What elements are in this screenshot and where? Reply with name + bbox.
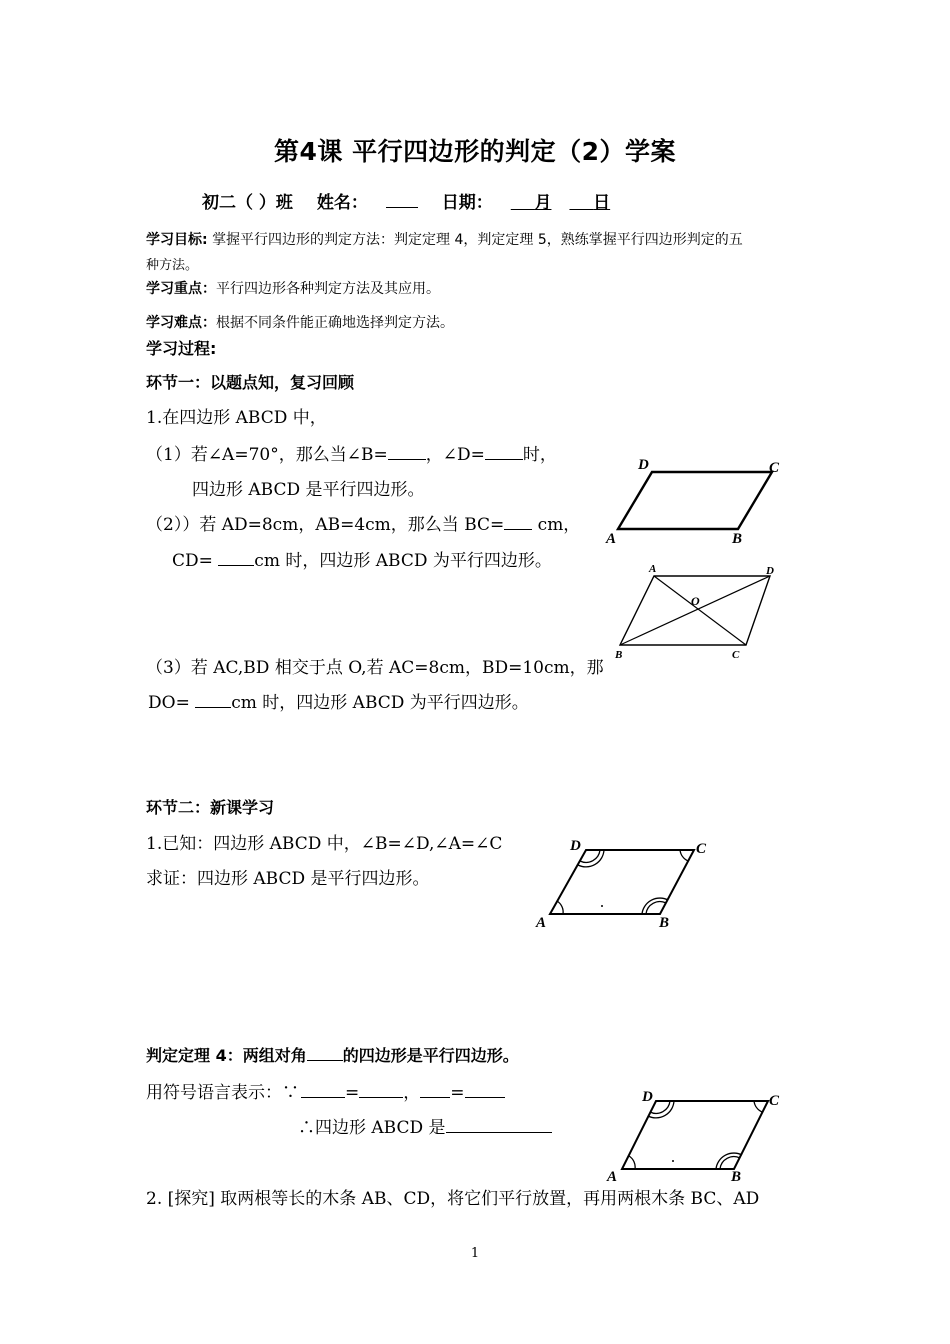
symbolic-label: 用符号语言表示：∵ — [146, 1083, 299, 1103]
page-title: 第4课 平行四边形的判定（2）学案 — [274, 137, 676, 166]
q1p1-text-b: ，∠D= — [425, 445, 485, 465]
angle-c-arc — [680, 850, 688, 861]
process-label: 学习过程: — [146, 339, 217, 358]
theorem-4 — [146, 1043, 519, 1066]
eq-sign-1: = — [345, 1083, 360, 1103]
q1p3-text-b: DO= — [148, 693, 196, 713]
dot-mark — [601, 905, 603, 907]
therefore-statement — [298, 1113, 552, 1138]
parallelogram-diagonals-figure — [605, 560, 785, 668]
question-1-part-3-cont — [148, 688, 529, 713]
symbolic-statement — [146, 1078, 505, 1103]
vertex-a-label: A — [607, 1169, 618, 1185]
vertex-c-label: C — [732, 649, 740, 661]
vertex-b-label: B — [659, 915, 670, 931]
therefore-label: ∴四边形 ABCD 是 — [298, 1118, 446, 1138]
eq-sign-2: = — [450, 1083, 465, 1103]
difficulty-text: 根据不同条件能正确地选择判定方法。 — [216, 315, 454, 331]
difficulty-label: 学习难点： — [146, 315, 216, 331]
angle-c-arc — [754, 1101, 762, 1112]
question-1-part-2 — [146, 510, 580, 535]
sym-blank-1[interactable] — [301, 1081, 345, 1098]
key-point-text: 平行四边形各种判定方法及其应用。 — [216, 281, 440, 297]
vertex-d-label: D — [570, 838, 581, 854]
theorem-text-b: 的四边形是平行四边形。 — [342, 1046, 519, 1065]
q1p3-text-c: cm 时，四边形 ABCD 为平行四边形。 — [231, 693, 529, 713]
page-number: 1 — [470, 1246, 480, 1261]
sym-blank-3[interactable] — [420, 1081, 450, 1098]
vertex-d-label: D — [766, 565, 774, 577]
date-label: 日期： — [441, 193, 493, 213]
day-label: 日 — [593, 193, 611, 213]
do-blank[interactable] — [195, 691, 231, 708]
parallelogram-shape — [622, 1101, 768, 1169]
question-1-part-2-cont — [172, 546, 552, 571]
dot-mark — [672, 1160, 674, 1162]
section2-heading: 环节二：新课学习 — [146, 798, 275, 817]
date-field[interactable] — [511, 193, 628, 213]
angle-b-blank[interactable] — [388, 443, 426, 460]
explore-text: 2. [探究] 取两根等长的木条 AB、CD，将它们平行放置，再用两根木条 BC、AD — [146, 1189, 760, 1209]
question-1: 1.在四边形 ABCD 中， — [146, 408, 327, 428]
month-label: 月 — [534, 193, 552, 213]
diagonal-ac — [654, 576, 746, 645]
vertex-b-label: B — [732, 531, 743, 547]
key-point — [146, 278, 440, 298]
vertex-c-label: C — [696, 841, 707, 857]
question-1-part-3: （3）若 AC,BD 相交于点 O,若 AC=8cm，BD=10cm，那 — [146, 658, 604, 678]
parallelogram-angles-figure-2 — [603, 1085, 788, 1185]
q1p1-text-c: 时， — [522, 445, 557, 465]
vertex-d-label: D — [638, 457, 649, 473]
learning-goal-label: 学习目标: — [146, 232, 208, 248]
q1p2-text-c: CD= — [172, 551, 219, 571]
sym-blank-2[interactable] — [359, 1081, 403, 1098]
vertex-a-label: A — [536, 915, 547, 931]
learning-goal-cont: 种方法。 — [146, 258, 199, 273]
given-statement: 1.已知：四边形 ABCD 中，∠B=∠D,∠A=∠C — [146, 834, 503, 854]
question-1-part-1 — [146, 440, 557, 465]
bc-blank[interactable] — [504, 513, 532, 530]
name-blank[interactable] — [386, 191, 418, 208]
q1p2-text-b: cm， — [532, 515, 581, 535]
class-label: 初二（ ）班 — [202, 193, 293, 213]
angle-a-arc — [557, 901, 563, 914]
comma: ， — [403, 1083, 421, 1103]
q1p2-text-a: （2））若 AD=8cm，AB=4cm，那么当 BC= — [146, 515, 505, 535]
student-info-line — [202, 188, 664, 213]
section1-heading: 环节一：以题点知，复习回顾 — [146, 373, 355, 392]
diagonal-bd — [620, 576, 770, 645]
angle-d-blank[interactable] — [485, 443, 523, 460]
parallelogram-shape — [618, 472, 772, 529]
center-o-label: O — [691, 594, 700, 608]
vertex-c-label: C — [769, 460, 780, 476]
parallelogram-figure-1 — [600, 455, 790, 545]
learning-goal-text: 掌握平行四边形的判定方法：判定定理 4，判定定理 5，熟练掌握平行四边形判定的五 — [212, 232, 743, 248]
vertex-b-label: B — [615, 649, 623, 661]
vertex-a-label: A — [606, 531, 617, 547]
sym-blank-4[interactable] — [465, 1081, 505, 1098]
vertex-a-label: A — [649, 563, 657, 575]
theorem-text-a: 判定定理 4：两组对角 — [146, 1046, 307, 1065]
learning-goal — [146, 229, 743, 249]
question-1-part-1-cont: 四边形 ABCD 是平行四边形。 — [192, 480, 425, 500]
conclusion-blank[interactable] — [446, 1116, 552, 1133]
q1p2-text-d: cm 时，四边形 ABCD 为平行四边形。 — [254, 551, 552, 571]
vertex-b-label: B — [731, 1169, 742, 1185]
name-label: 姓名： — [316, 193, 368, 213]
parallelogram-shape — [550, 850, 694, 914]
cd-blank[interactable] — [218, 549, 254, 566]
theorem-blank[interactable] — [307, 1044, 343, 1061]
prove-statement: 求证：四边形 ABCD 是平行四边形。 — [146, 869, 430, 889]
key-point-label: 学习重点： — [146, 281, 216, 297]
parallelogram-angles-figure-1 — [532, 834, 712, 934]
vertex-d-label: D — [642, 1089, 653, 1105]
angle-a-arc — [629, 1156, 635, 1169]
difficulty — [146, 312, 454, 332]
vertex-c-label: C — [769, 1093, 780, 1109]
q1p1-text-a: （1）若∠A=70°，那么当∠B= — [146, 445, 388, 465]
